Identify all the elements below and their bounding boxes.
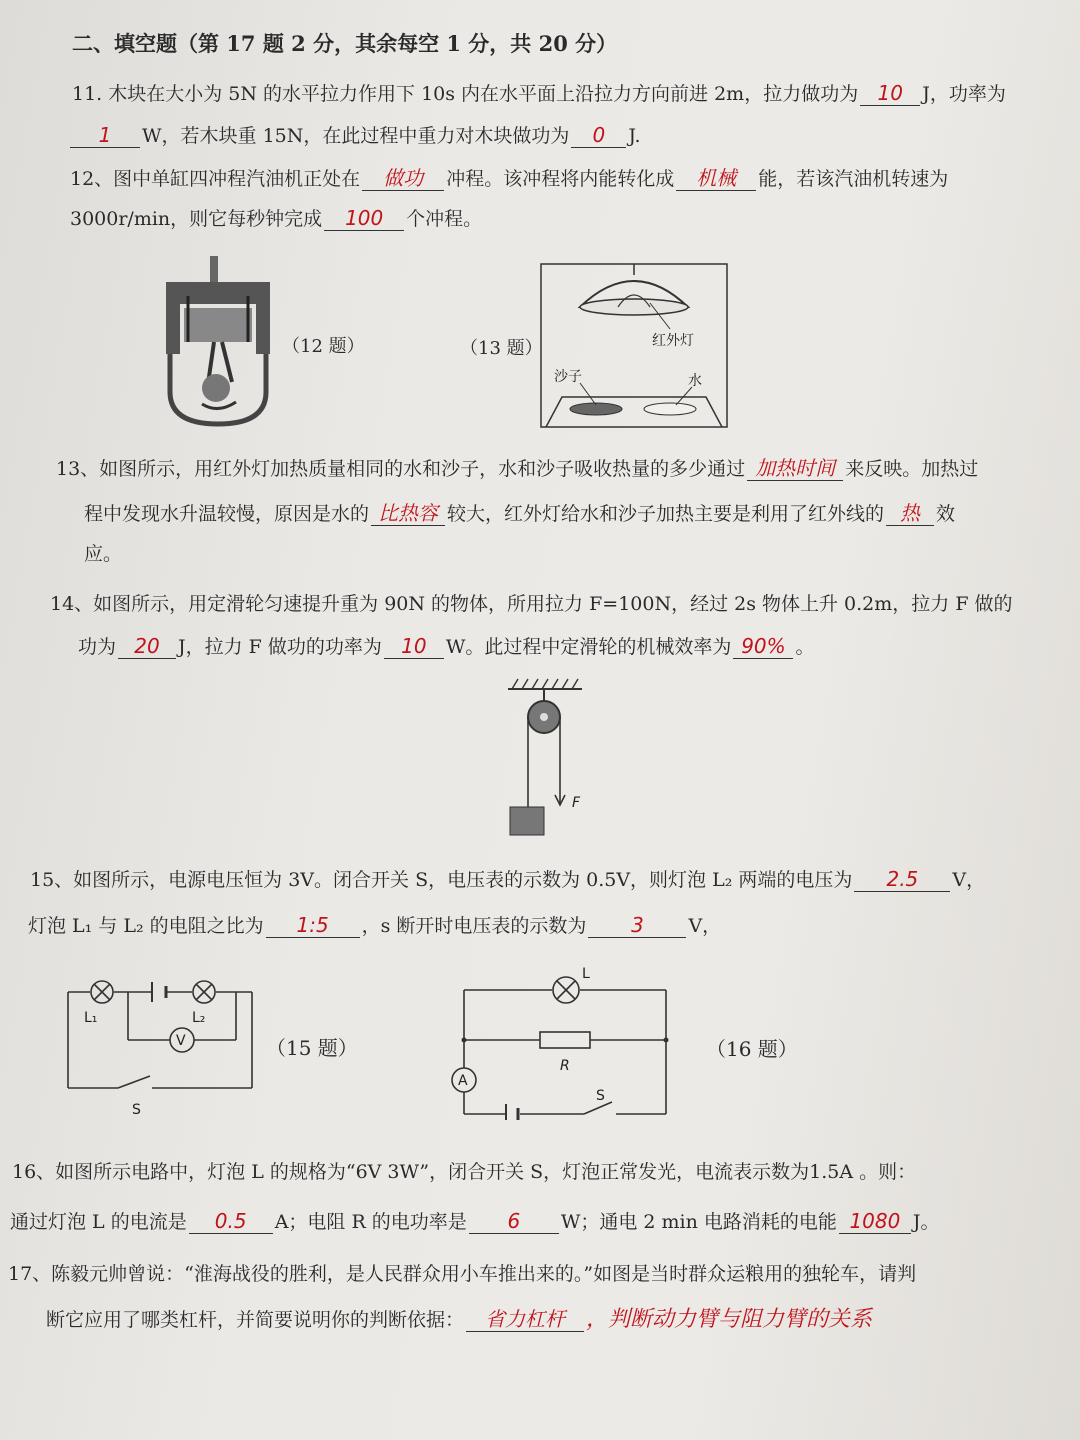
q14-text-2: 功为 [78, 636, 117, 658]
q12-answer-stroke[interactable]: 做功 [362, 166, 444, 191]
figure-12-caption: （12 题） [282, 336, 365, 357]
q15-answer-open-voltage[interactable]: 3 [588, 913, 686, 938]
q11-text-4: J. [628, 125, 641, 147]
circuit-16-diagram [440, 960, 680, 1120]
q13-answer-property[interactable]: 比热容 [371, 501, 445, 526]
q11-answer-power[interactable]: 1 [70, 123, 140, 148]
q15-text-4: ，s 断开时电压表的示数为 [361, 915, 587, 937]
question-13-line-1 [56, 455, 978, 483]
q14-text-3: J，拉力 F 做功的功率为 [178, 636, 382, 658]
q11-answer-work[interactable]: 10 [860, 81, 920, 106]
q14-answer-work[interactable]: 20 [118, 634, 176, 659]
q16-answer-power[interactable]: 6 [469, 1209, 559, 1234]
infrared-lamp-label: 红外灯 [652, 333, 694, 349]
question-13-line-2 [84, 500, 955, 528]
section-title: 二、填空题（第 17 题 2 分，其余每空 1 分，共 20 分） [72, 31, 618, 56]
q16-text-3: A；电阻 R 的电功率是 [274, 1211, 467, 1233]
q14-answer-power[interactable]: 10 [384, 634, 444, 659]
lamp-l-label: L [582, 966, 590, 982]
q15-text-2: V， [952, 869, 986, 891]
water-label: 水 [688, 373, 702, 389]
q17-answer-lever-type[interactable]: 省力杠杆 [466, 1307, 584, 1332]
switch-label: S [132, 1102, 141, 1118]
switch-s-label: S [596, 1088, 605, 1104]
q12-text-3: 能，若该汽油机转速为 [758, 168, 949, 190]
q15-text-5: V， [688, 915, 722, 937]
question-14-line-2 [78, 633, 814, 661]
q16-answer-energy[interactable]: 1080 [839, 1209, 911, 1234]
question-11-line-1 [72, 80, 1006, 108]
q15-text-1: 15、如图所示，电源电压恒为 3V。闭合开关 S，电压表的示数为 0.5V，则灯泡 L₂ 两端的电压为 [30, 869, 853, 891]
figure-13-caption: （13 题） [460, 338, 543, 359]
q12-text-5: 个冲程。 [406, 208, 483, 230]
q17-answer-reason[interactable]: ，判断动力臂与阻力臂的关系 [586, 1307, 873, 1332]
q16-text-5: J。 [912, 1211, 940, 1233]
resistor-label: R [560, 1058, 570, 1074]
q15-answer-voltage-l2[interactable]: 2.5 [854, 867, 950, 892]
q13-answer-method[interactable]: 加热时间 [747, 456, 843, 481]
question-14-line-1: 14、如图所示，用定滑轮匀速提升重为 90N 的物体，所用拉力 F=100N，经过 2s 物体上升 0.2m，拉力 F 做的 [50, 593, 1013, 615]
q13-text-1: 13、如图所示，用红外灯加热质量相同的水和沙子，水和沙子吸收热量的多少通过 [56, 458, 746, 480]
question-13-line-3: 应。 [84, 543, 123, 565]
circuit-15-diagram [62, 972, 262, 1122]
q12-text-1: 12、图中单缸四冲程汽油机正处在 [70, 168, 361, 190]
q15-text-3: 灯泡 L₁ 与 L₂ 的电阻之比为 [28, 915, 264, 937]
q14-text-5: 。 [795, 636, 815, 658]
pulley-diagram [500, 675, 600, 845]
q16-answer-current[interactable]: 0.5 [189, 1209, 273, 1234]
q17-text-2: 断它应用了哪类杠杆，并简要说明你的判断依据： [46, 1309, 465, 1331]
q16-text-2: 通过灯泡 L 的电流是 [10, 1211, 187, 1233]
q13-text-4: 较大，红外灯给水和沙子加热主要是利用了红外线的 [447, 503, 885, 525]
question-16-line-2 [10, 1208, 940, 1236]
q11-text-2: J，功率为 [922, 83, 1006, 105]
engine-diagram [158, 252, 278, 430]
question-15-line-2 [28, 912, 721, 940]
q12-answer-strokes[interactable]: 100 [324, 206, 404, 231]
q12-text-2: 冲程。该冲程将内能转化成 [446, 168, 675, 190]
question-12-line-2 [70, 205, 482, 233]
question-15-line-1 [30, 866, 985, 894]
q11-text-1: 11. 木块在大小为 5N 的水平拉力作用下 10s 内在水平面上沿拉力方向前进 2m，拉力做功为 [72, 83, 859, 105]
q13-text-2: 来反映。加热过 [845, 458, 979, 480]
sand-label: 沙子 [554, 369, 582, 385]
q11-answer-gravity-work[interactable]: 0 [571, 123, 626, 148]
question-17-line-1: 17、陈毅元帅曾说：“淮海战役的胜利，是人民群众用小车推出来的。”如图是当时群众运粮用的独轮车，请判 [8, 1263, 917, 1285]
q13-text-5: 效 [936, 503, 956, 525]
infrared-lamp-diagram [540, 263, 728, 428]
q13-text-3: 程中发现水升温较慢，原因是水的 [84, 503, 370, 525]
lamp-l2-label: L₂ [192, 1010, 206, 1026]
ammeter-label: A [458, 1073, 468, 1089]
voltmeter-label: V [176, 1033, 186, 1049]
question-17-line-2 [46, 1306, 872, 1334]
q14-answer-efficiency[interactable]: 90% [733, 634, 793, 659]
lamp-l1-label: L₁ [84, 1010, 98, 1026]
question-16-line-1: 16、如图所示电路中，灯泡 L 的规格为“6V 3W”，闭合开关 S，灯泡正常发光，电流表示数为1.5A 。则： [12, 1161, 917, 1183]
q14-text-4: W。此过程中定滑轮的机械效率为 [445, 636, 732, 658]
question-12-line-1 [70, 165, 948, 193]
q16-text-4: W；通电 2 min 电路消耗的电能 [560, 1211, 837, 1233]
figure-15-caption: （15 题） [266, 1036, 358, 1060]
q11-text-3: W，若木块重 15N，在此过程中重力对木块做功为 [142, 125, 570, 147]
force-label: F [572, 795, 581, 811]
figure-16-caption: （16 题） [706, 1037, 798, 1061]
q13-answer-effect[interactable]: 热 [886, 501, 934, 526]
q12-answer-energy[interactable]: 机械 [676, 166, 756, 191]
question-11-line-2 [68, 122, 641, 150]
q15-answer-ratio[interactable]: 1:5 [266, 913, 360, 938]
q12-text-4: 3000r/min，则它每秒钟完成 [70, 208, 323, 230]
